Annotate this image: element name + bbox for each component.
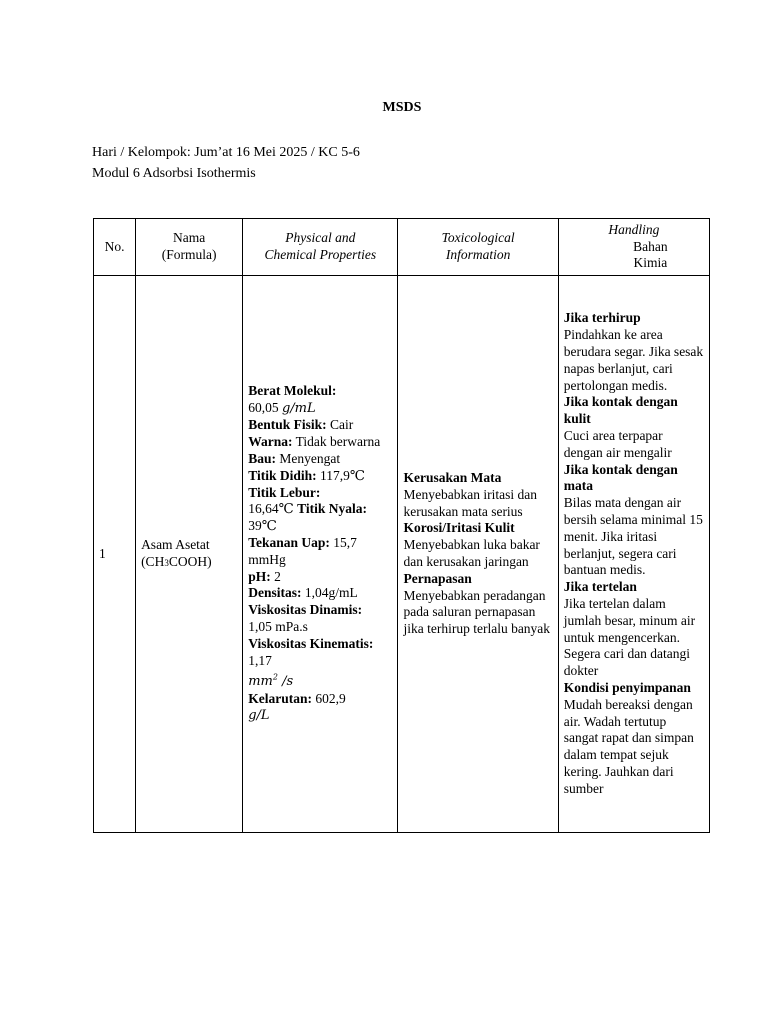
header-properties: Physical and Chemical Properties <box>243 219 398 276</box>
table-row <box>94 276 710 833</box>
cell-nama: Asam Asetat (CH3COOH) <box>136 276 243 833</box>
document-title: MSDS <box>382 100 422 115</box>
header-nama: Nama (Formula) <box>136 219 243 276</box>
table-header-row <box>94 219 710 276</box>
header-no: No. <box>94 219 136 276</box>
document-meta <box>92 142 360 184</box>
header-toxicological: Toxicological Information <box>398 219 558 276</box>
msds-table <box>93 218 710 833</box>
cell-properties: Berat Molekul: 60,05 g/mL Bentuk Fisik: Cair Warna: Tidak berwarna Bau: Menyengat Titik Didih: 117,9℃ Titik Lebur: 16,64℃ Titik Nyala: 39℃ Tekanan Uap: 15,7 mmHg pH: 2 Densitas: 1,04g/mL Viskositas Dinamis: 1,05 mPa.s Viskositas Kinematis: 1,17 $mm^2$ /s Kelarutan: 602,9 g/L <box>243 276 398 833</box>
cell-no: 1 <box>94 276 136 833</box>
meta-date-group: Hari / Kelompok: Jum’at 16 Mei 2025 / KC 5-6 <box>92 145 360 160</box>
meta-module: Modul 6 Adsorbsi Isothermis <box>92 166 256 181</box>
cell-handling: Jika terhirup Pindahkan ke area berudara segar. Jika sesak napas berlanjut, cari pertolongan medis. Jika kontak dengan kulit Cuci area terpapar dengan air mengalir Jika kontak dengan mata Bilas mata dengan air bersih selama minimal 15 menit. Jika iritasi berlanjut, segera cari bantuan medis. Jika tertelan Jika tertelan dalam jumlah besar, minum air untuk mengencerkan. Segera cari dan datangi dokter Kondisi penyimpanan Mudah bereaksi dengan air. Wadah tertutup sangat rapat dan simpan dalam tempat sejuk kering. Jauhkan dari sumber <box>558 276 709 833</box>
cell-toxicological: Kerusakan Mata Menyebabkan iritasi dan kerusakan mata serius Korosi/Iritasi Kulit Menyebabkan luka bakar dan kerusakan jaringan Pernapasan Menyebabkan peradangan pada saluran pernapasan jika terhirup terlalu banyak <box>398 276 558 833</box>
header-handling: Handling Bahan Kimia <box>558 219 709 276</box>
